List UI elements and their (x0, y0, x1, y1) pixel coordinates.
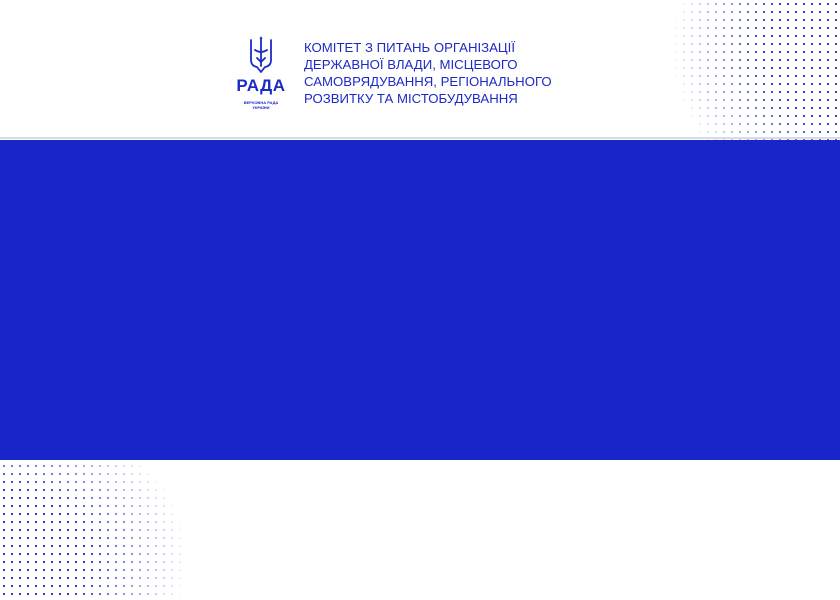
trident-icon (248, 36, 274, 76)
header (0, 0, 840, 137)
logo-name: РАДА (236, 76, 286, 95)
logo-subtitle-line-2: УКРАЇНИ (252, 105, 270, 110)
committee-name (304, 39, 604, 107)
committee-line: РОЗВИТКУ ТА МІСТОБУДУВАННЯ (304, 91, 518, 106)
committee-line: ДЕРЖАВНОЇ ВЛАДИ, МІСЦЕВОГО (304, 57, 518, 72)
committee-line: САМОВРЯДУВАННЯ, РЕГІОНАЛЬНОГО (304, 74, 552, 89)
header-divider (0, 137, 840, 139)
committee-line: КОМІТЕТ З ПИТАНЬ ОРГАНІЗАЦІЇ (304, 40, 515, 55)
logo-subtitle (236, 100, 286, 110)
statement-banner (0, 140, 840, 460)
rada-logo (236, 36, 286, 124)
logo-subtitle-line-1: ВЕРХОВНА РАДА (243, 100, 279, 105)
